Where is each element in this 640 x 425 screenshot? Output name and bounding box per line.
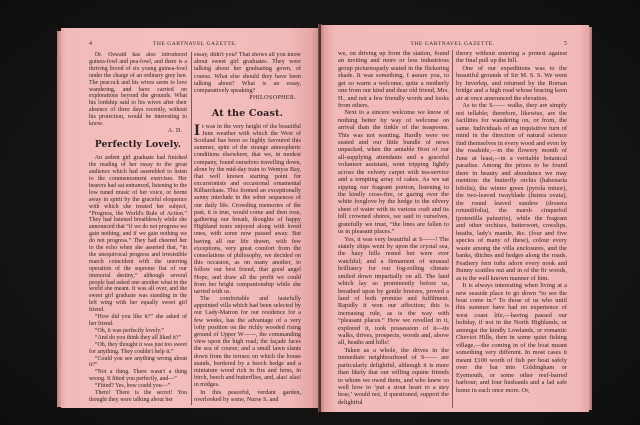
paragraph: One of our expeditions was to the beautiful grounds of Sir M. S. S. We went by Inverkip, and returned by the Roman bridge and a high road whose bracing keen air at once announced the elevation. <box>456 64 567 102</box>
column-divider-right <box>452 50 453 408</box>
paragraph: In this peaceful, verdant garden, overlooked by some, Nurse S. and <box>194 389 301 403</box>
paragraph: “How did you like it?” she asked of her friend. <box>89 314 187 327</box>
paragraph: Dr. Oswald has also introduced guinea-fowl and pea-fowl, and there is a thriving brood of six young guinea-fowl under the charge of an ordinary grey hen. The peacock and his wives seem to love wandering, and have carried on explorations beyond the grounds. What his lordship said to his wives after their absence of three days recently, without his protection, would be interesting to know. <box>89 52 187 128</box>
paragraph: It is always interesting when living at a new seaside place to go down “to see the boat come in.” To those of us who until this summer have had no experience of west coast life,—having passed our holiday, if not in the North Highlands, or amongst the kindly Lowlands, or romantic Cheviot Hills, then in some quiet fishing village,—the coming in of the boat meant something very different. In most cases it meant £100 worth of fish per boat safely over the bar into Coldingham or Eyemouth, or some other reef-barred harbour; and four husbands and a lad safe home in each once more. Or, <box>456 282 567 394</box>
paragraph: The comfortable and tastefully appointed villa which had been selected by our Lady-Matron for our residence for a few weeks, has the advantage of a very lofty position on the richly wooded rising ground of Upper W——, the commanding view upon the high road; the façade faces the sea of course; and a small lawn slants down from the terrace on which the house stands, bordered by a beech hedge and a miniature wood rich in firs and ferns, in birch, beech and butterflies, and, alas! alas! in midges. <box>194 296 301 389</box>
right-page-column-1 <box>338 50 449 408</box>
page-number-left: 4 <box>89 41 92 47</box>
running-head-title-right: THE GARTNAVEL GAZETTE. <box>410 41 495 47</box>
article-heading: Perfectly Lovely. <box>94 139 182 151</box>
signature: A. D. <box>167 128 183 135</box>
paragraph: Next to a sincere welcome we know of nothing better by way of welcome on arrival than the tinkle of the teaspoons. This was not wanting. Hardly were we seated and our little bundle of news unpacked, when the amiable Host of our all-supplying attendants and a graceful volunteer assistant, went tripping lightly across the velvety carpet with tea-service and a tempting array of cakes. As we sat sipping our fragrant portion, listening to the kindly cross-fire, or gazing over the white foxglove by the hedge to the silvery sheet of water with its various craft and its hill crowned shores, we said to ourselves, gratefully we trust, “the lines are fallen to us in pleasant places.” <box>338 109 449 236</box>
left-page <box>61 28 319 408</box>
paragraph: “Fitted? Yes, how could you—” <box>94 383 171 390</box>
running-head-right <box>338 40 567 48</box>
signature: PHILOSOPHER. <box>249 95 297 102</box>
page-stack-edge-right <box>589 27 592 410</box>
paragraph: “Could you see anything wrong about it?” <box>89 355 187 369</box>
article-heading: At the Coast. <box>211 107 284 119</box>
column-divider-left <box>191 52 192 405</box>
right-page <box>321 25 589 412</box>
paragraph-continued: essay, didn't you? That shows all you know about sweet girl graduates. They were talking about her graduating gown, of course. What else should they have been talking about? What is an essay, comparatively speaking? <box>194 52 301 94</box>
paragraph: “Oh, they thought it was just too sweet for anything. They couldn't help it.” <box>89 341 187 355</box>
paragraph: “Oh, it was perfectly lovely.” <box>94 327 164 334</box>
running-head-title-left: THE GARTNAVEL GAZETTE. <box>152 41 238 47</box>
paragraph: There! There is the secret! You thought they were talking about her <box>89 390 187 403</box>
paragraph-drop-cap: It was in the very height of the beautiful June weather with which the West of Scotland has been so highly favoured this summer, spite of the strange atmospheric conditions elsewhere, that we, in modest company, found ourselves travelling down, alone by the mid-day train to Wemyss Bay, that well known starting point for excursionists and occasional ornamental Kilbarchans. This formed an exceptionally sunny interlude in the sober sequences of our daily life. Crowding memories of the past, it is true, would come and then rose, gathering our breath, thoughts of happy Highland tours enjoyed along with loved ones, with some now passed away. But having all our life drawn, with few exceptions, very great comfort from the consolations of philosophy, we decided on this occasion, as on many another, to follow our best friend, that good angel Hope, and draw all the profit we could from her bright companionship while she tarried with us. <box>194 122 301 295</box>
paragraph: Yes, it was very beautiful at S——! The stately ships went by upon the crystal sea, the hazy hills rested but were ever watchful; and a firmament of unusual brilliancy for our fog-rolling climate smiled down impartially on all. The land which lay so prominently before us, breathed upon by gentle breezes, proved a land of both promise and fulfilment. Rapidly it won our affection; this is increasing rule, as is the way with “pleasant places.” How we revelled in it, explored it, took possession of it—its walks, drives, prospects, woods and, above all, heaths and hills! <box>338 235 449 347</box>
paragraph: Taken as a whole, the drives in the immediate neighbourhood of S—— are particularly delightful, although it is more than likely that our willing equine friends to whom we owed them, and who knew so well how to ‘put a stout heart to a stey brae,’ would not, if questioned, support the delightful <box>338 346 449 406</box>
paragraph-continued: theory without entering a protest against the final pull up the hill. <box>456 50 567 65</box>
running-head-left <box>89 40 301 48</box>
paragraph: An ardent girl graduate had finished the reading of her essay to the great audience which had assembled to listen to the commencement exercises. Her hearers had sat entranced, listening to the low tuned music of her voice, or borne away in spirit by the graceful eloquence with which she treated her subject, “Progress, the World's Rule of Action.” They had listened breathlessly while she announced that “if we do not progress we gain nothing, and if we gain nothing we do not progress.” They had cheered her to the echo when she asserted that, “in the unequivocal progress and irresistible march coincident with the unerring operation of the supreme fiat of our immortal destiny,” although several people had asked one another what in the world she meant. It was all over, and the sweet girl graduate was standing in the left wing with her equally sweet girl friend. <box>89 155 187 314</box>
left-page-column-2 <box>194 52 301 405</box>
page-number-right: 5 <box>564 41 567 47</box>
paragraph: As to the S—— walks, they are simply not tellable; therefore, likewise, are the facilities for wandering on, or from, the same. Individuals of an inquisitive turn of mind in the direction of natural science find themselves in every wood and even by the roadside,—in the flowery month of June at least,—in a veritable botanical paradise. Among the prizes to be found there in beauty and abundance we may mention: the butterfly orchis (habenaria bifolia), the winter green (pyrola minor), the two-leaved twayblade (listera ovata), the round leaved sundew (drosera rotundifolia), the marsh cinquefoil (potentilla palustris), while the fragrant and other orchises, butterwort, cowslips, heaths, lady's mantle, &c. (four and five species of many of these), colour every waste among the villa enclosures, and the banks, ditches and hedges along the roads. Feathery fern tufts adorn every nook and Bunny scuttles out and in of the fir woods, as is the well known manner of him. <box>456 102 567 282</box>
paragraph-continued: we, on driving up from the station, found an inviting and more or less industrious group picturesquely seated in the flickering shade. It was something, I assure you, to get so warm a welcome, quite a motherly one from our kind and dear old friend, Mrs. H., and not a few friendly words and looks from others. <box>338 50 449 109</box>
left-page-column-1 <box>89 52 187 405</box>
paragraph: “Not a thing. There wasn't a thing wrong. It fitted you perfectly, and—” <box>89 369 187 383</box>
right-page-column-2 <box>456 50 567 408</box>
paragraph: “And do you think they all liked it?” <box>94 334 182 341</box>
